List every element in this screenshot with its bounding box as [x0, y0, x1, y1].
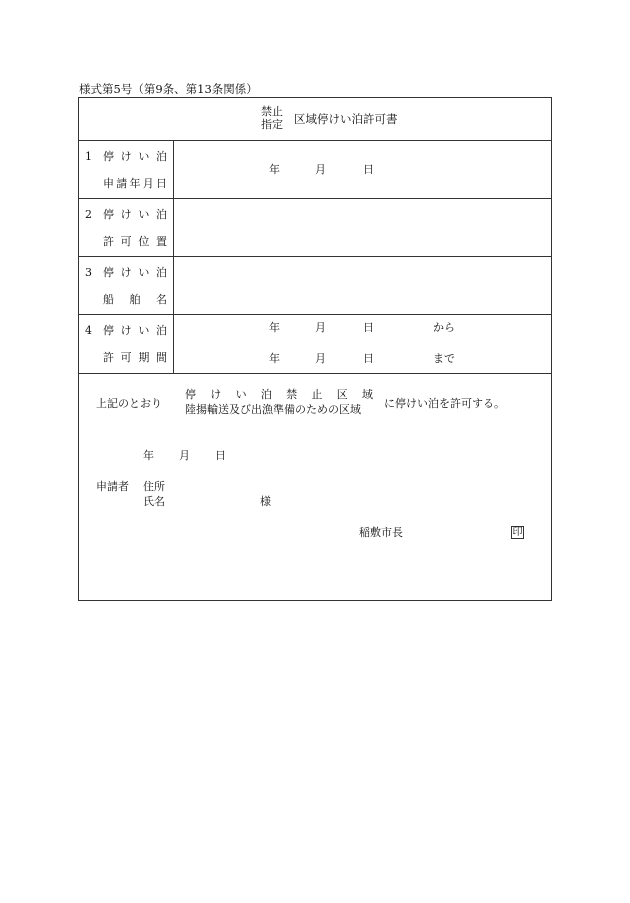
row2-number: 2 [85, 208, 92, 221]
row1-day-label: 日 [363, 163, 374, 176]
row4-until-year-label: 年 [269, 352, 280, 365]
row1-label-line1: 停 け い 泊 [103, 150, 167, 163]
row1-month-label: 月 [315, 163, 326, 176]
row2-label-line1: 停 け い 泊 [103, 208, 167, 221]
row1-number: 1 [85, 150, 92, 163]
address-label: 住所 [143, 480, 165, 493]
issue-day-label: 日 [215, 449, 226, 462]
statement-tail: に停けい泊を許可する。 [384, 397, 505, 410]
row4-until-day-label: 日 [363, 352, 374, 365]
title-stack [261, 105, 283, 131]
form-number-label: 様式第5号（第9条、第13条関係） [79, 82, 258, 96]
issue-month-label: 月 [179, 449, 190, 462]
divider-title [79, 140, 551, 141]
title-prohibited: 禁止 [261, 105, 283, 118]
row3-number: 3 [85, 266, 92, 279]
applicant-label: 申請者 [96, 480, 129, 493]
divider-row4 [79, 373, 551, 374]
row4-from-year-label: 年 [269, 321, 280, 334]
honorific: 様 [260, 495, 271, 508]
row4-from-day-label: 日 [363, 321, 374, 334]
permit-form-frame [78, 97, 552, 601]
row3-label-line2: 船 舶 名 [103, 293, 167, 306]
row2-label-line2: 許 可 位 置 [103, 235, 167, 248]
title-designated: 指定 [261, 118, 283, 131]
statement-lead: 上記のとおり [96, 397, 162, 410]
name-label: 氏名 [143, 495, 165, 508]
area-option-landing: 陸揚輸送及び出漁準備のための区域 [185, 403, 361, 416]
row4-number: 4 [85, 324, 92, 337]
row4-from-month-label: 月 [315, 321, 326, 334]
divider-row2 [79, 256, 551, 257]
divider-row1 [79, 198, 551, 199]
issuer-name: 稲敷市長 [359, 526, 403, 539]
row1-year-label: 年 [269, 163, 280, 176]
row4-from-suffix: から [433, 321, 455, 334]
form-title: 区域停けい泊許可書 [294, 112, 398, 126]
seal-mark: 印 [512, 527, 523, 538]
row3-label-line1: 停 け い 泊 [103, 266, 167, 279]
row4-label-line1: 停 け い 泊 [103, 324, 167, 337]
row4-until-month-label: 月 [315, 352, 326, 365]
row4-label-line2: 許 可 期 間 [103, 351, 167, 364]
row1-label-line2: 申 請 年 月 日 [103, 177, 167, 190]
area-option-prohibited: 停 け い 泊 禁 止 区 域 [185, 388, 373, 401]
divider-row3 [79, 314, 551, 315]
row4-until-suffix: まで [433, 352, 455, 365]
issue-year-label: 年 [143, 449, 154, 462]
